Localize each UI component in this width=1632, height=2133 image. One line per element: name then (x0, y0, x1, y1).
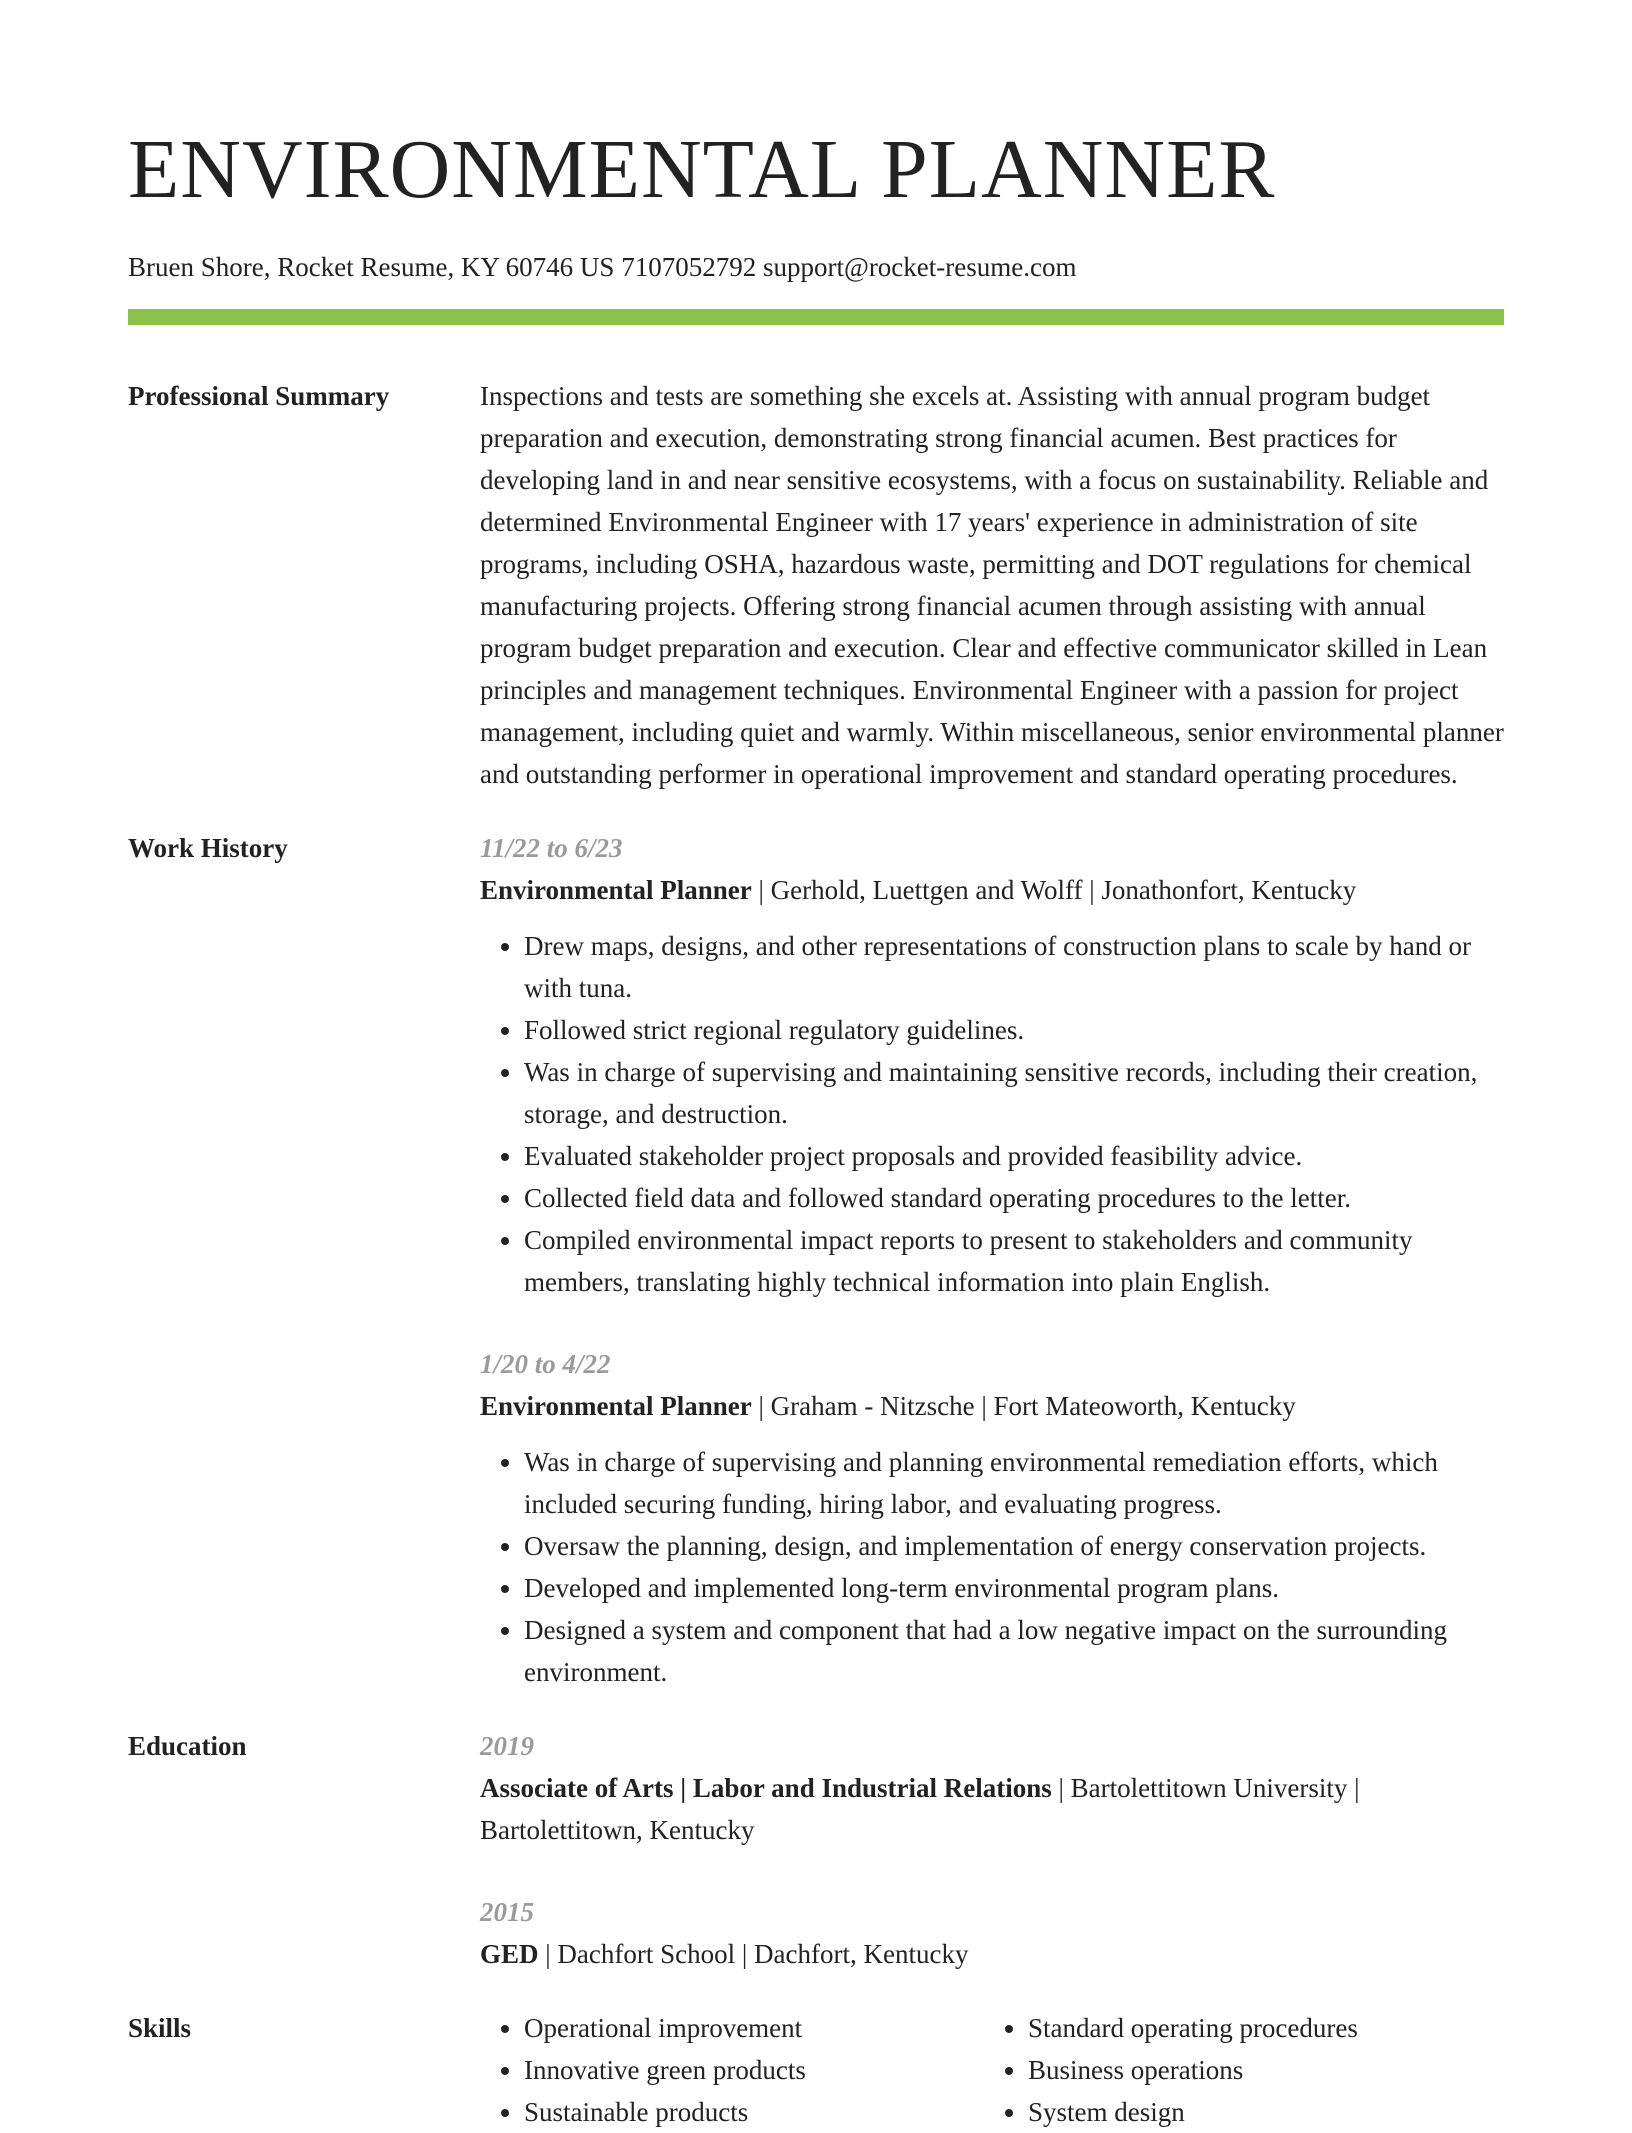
education-dates: 2015 (480, 1897, 534, 1927)
job-bullet: • Followed strict regional regulatory guidelines. (524, 1009, 1504, 1051)
job-bullets (480, 925, 1504, 1303)
job-dates: 1/20 to 4/22 (480, 1349, 611, 1379)
education-entry (480, 1891, 1504, 1975)
skills-column-left (480, 2007, 984, 2133)
education-entry (480, 1725, 1504, 1851)
job-bullet: • Was in charge of supervising and planning environmental remediation efforts, which included securing funding, hiring labor, and evaluating progress. (524, 1441, 1504, 1525)
job-bullet: • Oversaw the planning, design, and implementation of energy conservation projects. (524, 1525, 1504, 1567)
education-degree: GED (480, 1939, 539, 1969)
job-bullet: • Compiled environmental impact reports to present to stakeholders and community members, translating highly technical information into plain English. (524, 1219, 1504, 1303)
skill-item: • Sustainable products (524, 2091, 984, 2133)
education-heading (480, 1767, 1504, 1851)
job-details: | Gerhold, Luettgen and Wolff | Jonathonfort, Kentucky (751, 875, 1357, 905)
summary-label: Professional Summary (128, 381, 390, 411)
job-bullets (480, 1441, 1504, 1693)
education-section (128, 1725, 1504, 1975)
skills-column-right (984, 2007, 1488, 2133)
education-details: | Bartolettitown University | Bartolettitown, Kentucky (480, 1773, 1360, 1845)
skill-item: • Operational improvement (524, 2007, 984, 2049)
resume-name: ENVIRONMENTAL PLANNER (128, 123, 1276, 216)
header-divider (128, 309, 1504, 325)
education-degree: Associate of Arts | Labor and Industrial Relations (480, 1773, 1052, 1803)
education-heading (480, 1933, 1504, 1975)
resume-page (128, 0, 1504, 2133)
job-bullet: • Designed a system and component that had a low negative impact on the surrounding environment. (524, 1609, 1504, 1693)
skills-label: Skills (128, 2013, 192, 2043)
skills-grid (480, 2007, 1504, 2133)
job-dates: 11/22 to 6/23 (480, 833, 623, 863)
education-label: Education (128, 1731, 247, 1761)
job-title: Environmental Planner (480, 1391, 752, 1421)
summary-text: Inspections and tests are something she excels at. Assisting with annual program budget preparation and execution, demonstrating strong financial acumen. Best practices for developing land in and near sensitive ecosystems, with a focus on sustainability. Reliable and determined Environmental Engineer with 17 years' experience in administration of site programs, including OSHA, hazardous waste, permitting and DOT regulations for chemical manufacturing projects. Offering strong financial acumen through assisting with annual program budget preparation and execution. Clear and effective communicator skilled in Lean principles and management techniques. Environmental Engineer with a passion for project management, including quiet and warmly. Within miscellaneous, senior environmental planner and outstanding performer in operational improvement and standard operating procedures. (480, 381, 1504, 789)
summary-section (128, 375, 1504, 795)
job-bullet: • Developed and implemented long-term environmental program plans. (524, 1567, 1504, 1609)
job-bullet: • Was in charge of supervising and maintaining sensitive records, including their creation, storage, and destruction. (524, 1051, 1504, 1135)
work-history-label: Work History (128, 833, 288, 863)
skill-item: • Standard operating procedures (1028, 2007, 1488, 2049)
job-title: Environmental Planner (480, 875, 752, 905)
job-heading (480, 1385, 1504, 1427)
education-details: | Dachfort School | Dachfort, Kentucky (538, 1939, 969, 1969)
job-details: | Graham - Nitzsche | Fort Mateoworth, Kentucky (751, 1391, 1296, 1421)
job-heading (480, 869, 1504, 911)
job-entry (480, 827, 1504, 1303)
skill-item: • Innovative green products (524, 2049, 984, 2091)
contact-line: Bruen Shore, Rocket Resume, KY 60746 US 7107052792 support@rocket-resume.com (128, 252, 1077, 282)
job-bullet: • Drew maps, designs, and other representations of construction plans to scale by hand or with tuna. (524, 925, 1504, 1009)
work-history-section (128, 827, 1504, 1693)
job-entry (480, 1343, 1504, 1693)
job-bullet: • Evaluated stakeholder project proposals and provided feasibility advice. (524, 1135, 1504, 1177)
education-dates: 2019 (480, 1731, 534, 1761)
skill-item: • System design (1028, 2091, 1488, 2133)
job-bullet: • Collected field data and followed standard operating procedures to the letter. (524, 1177, 1504, 1219)
skill-item: • Business operations (1028, 2049, 1488, 2091)
skills-section (128, 2007, 1504, 2133)
